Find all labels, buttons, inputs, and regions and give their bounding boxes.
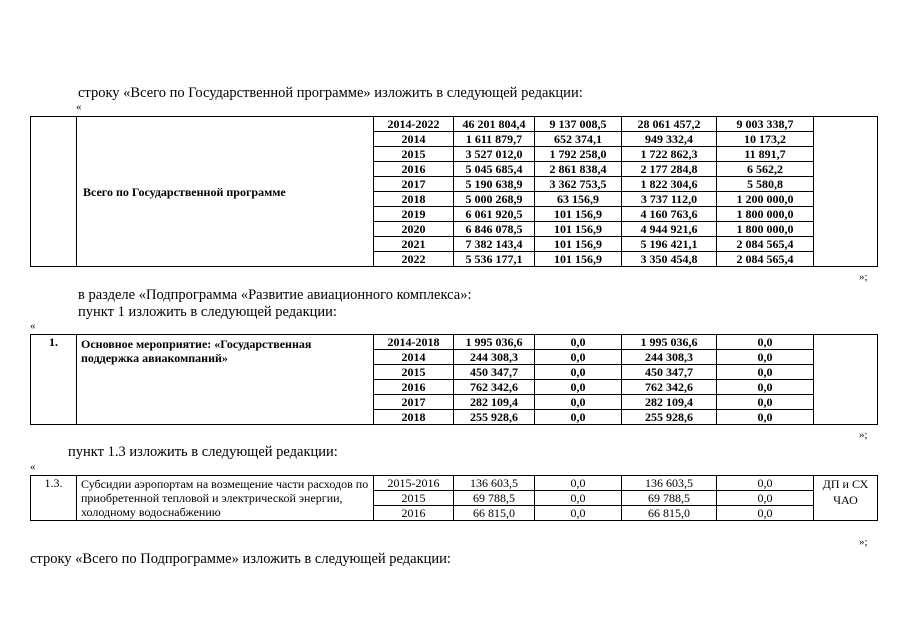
subprogram-item-1-table bbox=[30, 334, 878, 425]
period-cell: 2017 bbox=[374, 395, 454, 410]
value-cell: 46 201 804,4 bbox=[454, 117, 535, 132]
value-cell: 949 332,4 bbox=[622, 132, 717, 147]
period-cell: 2018 bbox=[374, 410, 454, 425]
value-cell: 0,0 bbox=[535, 506, 622, 521]
row-label-cell: Всего по Государственной программе bbox=[77, 117, 374, 267]
value-cell: 69 788,5 bbox=[622, 491, 717, 506]
value-cell: 1 822 304,6 bbox=[622, 177, 717, 192]
value-cell: 255 928,6 bbox=[622, 410, 717, 425]
value-cell: 3 527 012,0 bbox=[454, 147, 535, 162]
period-cell: 2014-2018 bbox=[374, 335, 454, 350]
period-cell: 2019 bbox=[374, 207, 454, 222]
state-program-total-table bbox=[30, 116, 878, 267]
value-cell: 0,0 bbox=[717, 380, 814, 395]
value-cell: 0,0 bbox=[535, 365, 622, 380]
value-cell: 255 928,6 bbox=[454, 410, 535, 425]
period-cell: 2018 bbox=[374, 192, 454, 207]
open-quote: « bbox=[76, 101, 82, 113]
value-cell: 5 045 685,4 bbox=[454, 162, 535, 177]
intro-paragraph-3: пункт 1.3 изложить в следующей редакции: bbox=[68, 444, 338, 460]
value-cell: 3 350 454,8 bbox=[622, 252, 717, 267]
period-cell: 2021 bbox=[374, 237, 454, 252]
value-cell: 652 374,1 bbox=[535, 132, 622, 147]
close-quote: »; bbox=[859, 429, 868, 441]
row-number-cell: 1.3. bbox=[31, 476, 77, 521]
value-cell: 2 084 565,4 bbox=[717, 252, 814, 267]
value-cell: 2 177 284,8 bbox=[622, 162, 717, 177]
value-cell: 136 603,5 bbox=[622, 476, 717, 491]
row-label-cell: Субсидии аэропортам на возмещение части расходов по приобретенной тепловой и электрической энергии, холодному водоснабжению bbox=[77, 476, 374, 521]
period-cell: 2016 bbox=[374, 162, 454, 177]
value-cell: 69 788,5 bbox=[454, 491, 535, 506]
value-cell: 6 562,2 bbox=[717, 162, 814, 177]
value-cell: 0,0 bbox=[717, 491, 814, 506]
value-cell: 5 190 638,9 bbox=[454, 177, 535, 192]
value-cell: 6 846 078,5 bbox=[454, 222, 535, 237]
value-cell: 450 347,7 bbox=[622, 365, 717, 380]
value-cell: 6 061 920,5 bbox=[454, 207, 535, 222]
value-cell: 0,0 bbox=[535, 410, 622, 425]
value-cell: 9 003 338,7 bbox=[717, 117, 814, 132]
value-cell: 0,0 bbox=[717, 506, 814, 521]
value-cell: 244 308,3 bbox=[622, 350, 717, 365]
close-quote: »; bbox=[859, 536, 868, 548]
value-cell: 5 580,8 bbox=[717, 177, 814, 192]
value-cell: 101 156,9 bbox=[535, 252, 622, 267]
value-cell: 0,0 bbox=[717, 335, 814, 350]
value-cell: 5 196 421,1 bbox=[622, 237, 717, 252]
executor-cell bbox=[814, 117, 878, 267]
value-cell: 0,0 bbox=[535, 380, 622, 395]
value-cell: 2 084 565,4 bbox=[717, 237, 814, 252]
open-quote: « bbox=[30, 320, 36, 332]
period-cell: 2016 bbox=[374, 506, 454, 521]
row-number-cell bbox=[31, 117, 77, 267]
period-cell: 2015 bbox=[374, 365, 454, 380]
value-cell: 10 173,2 bbox=[717, 132, 814, 147]
row-label-cell: Основное мероприятие: «Государственная поддержка авиакомпаний» bbox=[77, 335, 374, 425]
value-cell: 0,0 bbox=[535, 350, 622, 365]
value-cell: 1 800 000,0 bbox=[717, 207, 814, 222]
value-cell: 11 891,7 bbox=[717, 147, 814, 162]
table-row bbox=[31, 335, 878, 350]
value-cell: 2 861 838,4 bbox=[535, 162, 622, 177]
value-cell: 0,0 bbox=[717, 365, 814, 380]
value-cell: 1 792 258,0 bbox=[535, 147, 622, 162]
intro-paragraph-4: строку «Всего по Подпрограмме» изложить в следующей редакции: bbox=[30, 551, 451, 567]
value-cell: 4 944 921,6 bbox=[622, 222, 717, 237]
period-cell: 2015 bbox=[374, 147, 454, 162]
value-cell: 0,0 bbox=[535, 491, 622, 506]
value-cell: 5 000 268,9 bbox=[454, 192, 535, 207]
value-cell: 1 995 036,6 bbox=[622, 335, 717, 350]
intro-paragraph-1: строку «Всего по Государственной программе» изложить в следующей редакции: bbox=[78, 85, 583, 101]
value-cell: 1 722 862,3 bbox=[622, 147, 717, 162]
period-cell: 2014 bbox=[374, 132, 454, 147]
value-cell: 1 611 879,7 bbox=[454, 132, 535, 147]
value-cell: 101 156,9 bbox=[535, 237, 622, 252]
value-cell: 0,0 bbox=[535, 476, 622, 491]
value-cell: 3 737 112,0 bbox=[622, 192, 717, 207]
period-cell: 2014-2022 bbox=[374, 117, 454, 132]
value-cell: 1 800 000,0 bbox=[717, 222, 814, 237]
value-cell: 244 308,3 bbox=[454, 350, 535, 365]
value-cell: 136 603,5 bbox=[454, 476, 535, 491]
value-cell: 762 342,6 bbox=[622, 380, 717, 395]
value-cell: 0,0 bbox=[535, 395, 622, 410]
intro-paragraph-2b: пункт 1 изложить в следующей редакции: bbox=[78, 304, 337, 320]
value-cell: 0,0 bbox=[717, 476, 814, 491]
table-row bbox=[31, 476, 878, 491]
period-cell: 2016 bbox=[374, 380, 454, 395]
value-cell: 101 156,9 bbox=[535, 207, 622, 222]
value-cell: 9 137 008,5 bbox=[535, 117, 622, 132]
value-cell: 282 109,4 bbox=[622, 395, 717, 410]
value-cell: 7 382 143,4 bbox=[454, 237, 535, 252]
row-number-cell: 1. bbox=[31, 335, 77, 425]
value-cell: 1 995 036,6 bbox=[454, 335, 535, 350]
value-cell: 3 362 753,5 bbox=[535, 177, 622, 192]
value-cell: 66 815,0 bbox=[454, 506, 535, 521]
value-cell: 4 160 763,6 bbox=[622, 207, 717, 222]
subprogram-item-1-3-table bbox=[30, 475, 878, 521]
open-quote: « bbox=[30, 461, 36, 473]
table-row bbox=[31, 117, 878, 132]
period-cell: 2022 bbox=[374, 252, 454, 267]
period-cell: 2017 bbox=[374, 177, 454, 192]
value-cell: 0,0 bbox=[717, 395, 814, 410]
value-cell: 762 342,6 bbox=[454, 380, 535, 395]
executor-cell: ДП и СХ ЧАО bbox=[814, 476, 878, 521]
period-cell: 2014 bbox=[374, 350, 454, 365]
value-cell: 5 536 177,1 bbox=[454, 252, 535, 267]
period-cell: 2015 bbox=[374, 491, 454, 506]
value-cell: 1 200 000,0 bbox=[717, 192, 814, 207]
value-cell: 282 109,4 bbox=[454, 395, 535, 410]
value-cell: 450 347,7 bbox=[454, 365, 535, 380]
value-cell: 0,0 bbox=[717, 350, 814, 365]
value-cell: 0,0 bbox=[535, 335, 622, 350]
value-cell: 0,0 bbox=[717, 410, 814, 425]
close-quote: »; bbox=[859, 271, 868, 283]
period-cell: 2015-2016 bbox=[374, 476, 454, 491]
value-cell: 28 061 457,2 bbox=[622, 117, 717, 132]
value-cell: 63 156,9 bbox=[535, 192, 622, 207]
value-cell: 101 156,9 bbox=[535, 222, 622, 237]
value-cell: 66 815,0 bbox=[622, 506, 717, 521]
intro-paragraph-2a: в разделе «Подпрограмма «Развитие авиационного комплекса»: bbox=[78, 287, 472, 303]
executor-cell bbox=[814, 335, 878, 425]
period-cell: 2020 bbox=[374, 222, 454, 237]
